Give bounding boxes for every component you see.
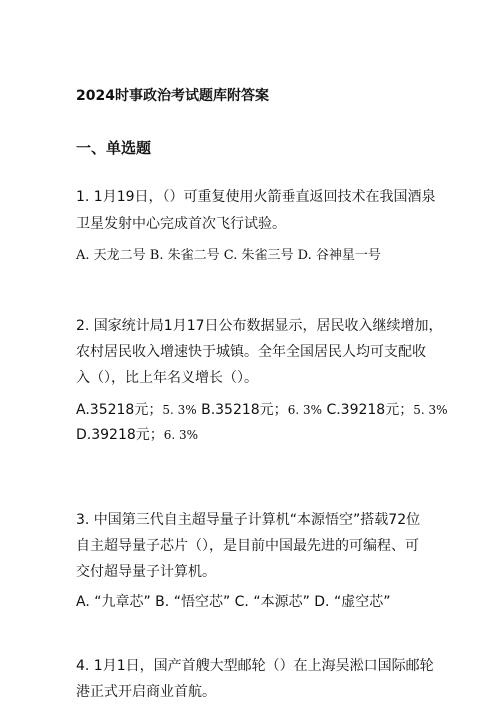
document-title: 2024时事政治考试题库附答案 (76, 88, 269, 104)
q3-line-1: 3. 中国第三代自主超导量子计算机“本源悟空”搭载72位 (76, 512, 421, 528)
q2-option-a: A.35218元； (76, 402, 163, 418)
q3-line-3: 交付超导量子计算机。 (76, 564, 216, 580)
q4-line-2: 港正式开启商业首航。 (76, 684, 216, 700)
q2-options-row-1 (76, 400, 448, 420)
q2-option-b-percent: 6. 3% (287, 403, 322, 417)
q2-option-b: B.35218元； (196, 402, 288, 418)
q2-line-1: 2. 国家统计局1月17日公布数据显示，居民收入继续增加， (76, 318, 443, 334)
q2-option-c-percent: 5. 3% (413, 403, 448, 417)
q1-options: A. 天龙二号 B. 朱雀二号 C. 朱雀三号 D. 谷神星一号 (76, 248, 381, 263)
section-heading: 一、单选题 (76, 139, 152, 157)
q2-option-a-percent: 5. 3% (162, 403, 197, 417)
q1-line-1: 1. 1月19日，（）可重复使用火箭垂直返回技术在我国酒泉 (76, 189, 436, 205)
q2-options-row-2 (76, 425, 198, 445)
q2-option-d-percent: 6. 3% (163, 428, 199, 442)
q3-line-2: 自主超导量子芯片（），是目前中国最先进的可编程、可 (76, 538, 419, 554)
q2-line-2: 农村居民收入增速快于城镇。全年全国居民人均可支配收 (76, 344, 426, 360)
q1-line-2: 卫星发射中心完成首次飞行试验。 (76, 216, 286, 232)
q2-option-d: D.39218元； (76, 427, 164, 443)
q4-line-1: 4. 1月1日，国产首艘大型邮轮（）在上海吴淞口国际邮轮 (76, 658, 434, 674)
q2-line-3: 入（），比上年名义增长（）。 (76, 370, 258, 386)
q3-options: A. “九章芯” B. “悟空芯” C. “本源芯” D. “虚空芯” (76, 594, 391, 610)
q2-option-c: C.39218元； (322, 402, 414, 418)
